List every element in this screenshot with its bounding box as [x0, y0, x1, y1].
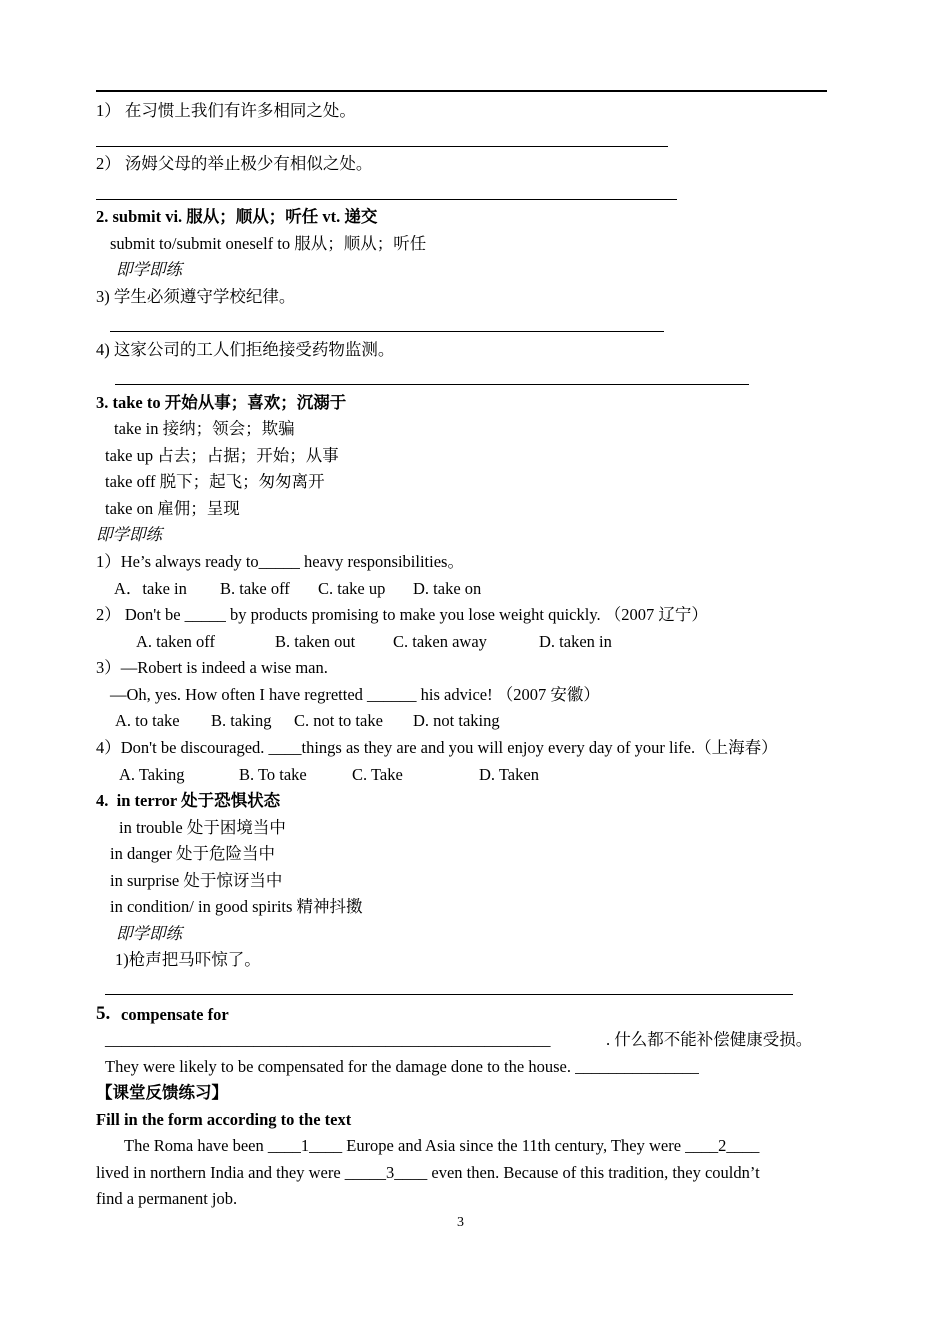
section-5-line2: They were likely to be compensated for the damage done to the house. _______________: [105, 1057, 699, 1076]
option[interactable]: B. To take: [239, 765, 307, 784]
section-3-phrase: take up 占去；占据；开始；从事: [105, 446, 339, 465]
practice-label: 即学即练: [116, 260, 182, 279]
section-3-phrase: take off 脱下；起飞；匆匆离开: [105, 472, 325, 491]
option[interactable]: B. taken out: [275, 632, 356, 651]
option[interactable]: C. taken away: [393, 632, 487, 651]
section-3-heading: 3. take to 开始从事；喜欢；沉溺于: [96, 393, 347, 412]
option[interactable]: A. taken off: [136, 632, 215, 651]
answer-line[interactable]: [110, 331, 664, 332]
section-2-q3: 3) 学生必须遵守学校纪律。: [96, 287, 296, 306]
feedback-heading: 【课堂反馈练习】: [96, 1083, 228, 1102]
section-3-q3-line1: 3）—Robert is indeed a wise man.: [96, 658, 328, 677]
section-4-phrase: in surprise 处于惊讶当中: [110, 871, 283, 890]
section-2-phrase: submit to/submit oneself to 服从；顺从；听任: [110, 234, 427, 253]
option[interactable]: C. take up: [318, 579, 386, 598]
section-3-phrase: take on 雇佣；呈现: [105, 499, 240, 518]
practice-label: 即学即练: [116, 924, 182, 943]
option[interactable]: A. to take: [115, 711, 180, 730]
option[interactable]: C. Take: [352, 765, 403, 784]
practice-label: 即学即练: [96, 525, 162, 544]
feedback-paragraph-line: The Roma have been ____1____ Europe and Asia since the 11th century, They were ____2____: [124, 1136, 760, 1155]
page-number: 3: [457, 1215, 464, 1230]
option[interactable]: D. taken in: [539, 632, 612, 651]
section-4-phrase: in condition/ in good spirits 精神抖擞: [110, 897, 363, 916]
feedback-paragraph-line: lived in northern India and they were _____3____ even then. Because of this tradition, they couldn’t: [96, 1163, 760, 1182]
section-4-heading: 4. in terror 处于恐惧状态: [96, 791, 281, 810]
option[interactable]: D. Taken: [479, 765, 539, 784]
section-2-heading: 2. submit vi. 服从；顺从；听任 vt. 递交: [96, 207, 378, 226]
answer-line[interactable]: [96, 199, 677, 200]
top-q1: 1） 在习惯上我们有许多相同之处。: [96, 101, 356, 120]
section-4-q1: 1)枪声把马吓惊了。: [115, 950, 261, 969]
section-3-phrase: take in 接纳；领会；欺骗: [114, 419, 295, 438]
section-4-phrase: in danger 处于危险当中: [110, 844, 275, 863]
section-3-q3-line2: —Oh, yes. How often I have regretted ______ his advice! （2007 安徽）: [110, 685, 600, 704]
option[interactable]: B. take off: [220, 579, 290, 598]
section-3-q2: 2） Don't be _____ by products promising to make you lose weight quickly. （2007 辽宁）: [96, 605, 708, 624]
section-3-q1: 1）He’s always ready to_____ heavy responsibilities。: [96, 552, 464, 571]
answer-line[interactable]: [105, 994, 793, 995]
option[interactable]: C. not to take: [294, 711, 383, 730]
option[interactable]: D. take on: [413, 579, 482, 598]
option[interactable]: D. not taking: [413, 711, 500, 730]
section-5-blank[interactable]: ______________________________________________________: [105, 1030, 551, 1049]
section-5-num: 5.: [96, 1003, 111, 1024]
section-3-q4: 4）Don't be discouraged. ____things as they are and you will enjoy every day of your life.（上海春）: [96, 738, 778, 757]
top-rule: [96, 90, 827, 92]
option[interactable]: A. Taking: [119, 765, 185, 784]
option[interactable]: B. taking: [211, 711, 272, 730]
option[interactable]: A．take in: [114, 579, 187, 598]
top-q2: 2） 汤姆父母的举止极少有相似之处。: [96, 154, 373, 173]
answer-line[interactable]: [96, 146, 668, 147]
section-4-phrase: in trouble 处于困境当中: [119, 818, 286, 837]
section-5-heading: compensate for: [121, 1005, 229, 1024]
section-2-q4: 4) 这家公司的工人们拒绝接受药物监测。: [96, 340, 395, 359]
feedback-paragraph-line: find a permanent job.: [96, 1189, 238, 1208]
section-5-line1-text: . 什么都不能补偿健康受损。: [606, 1030, 813, 1049]
feedback-subheading: Fill in the form according to the text: [96, 1110, 352, 1129]
answer-line[interactable]: [115, 384, 749, 385]
